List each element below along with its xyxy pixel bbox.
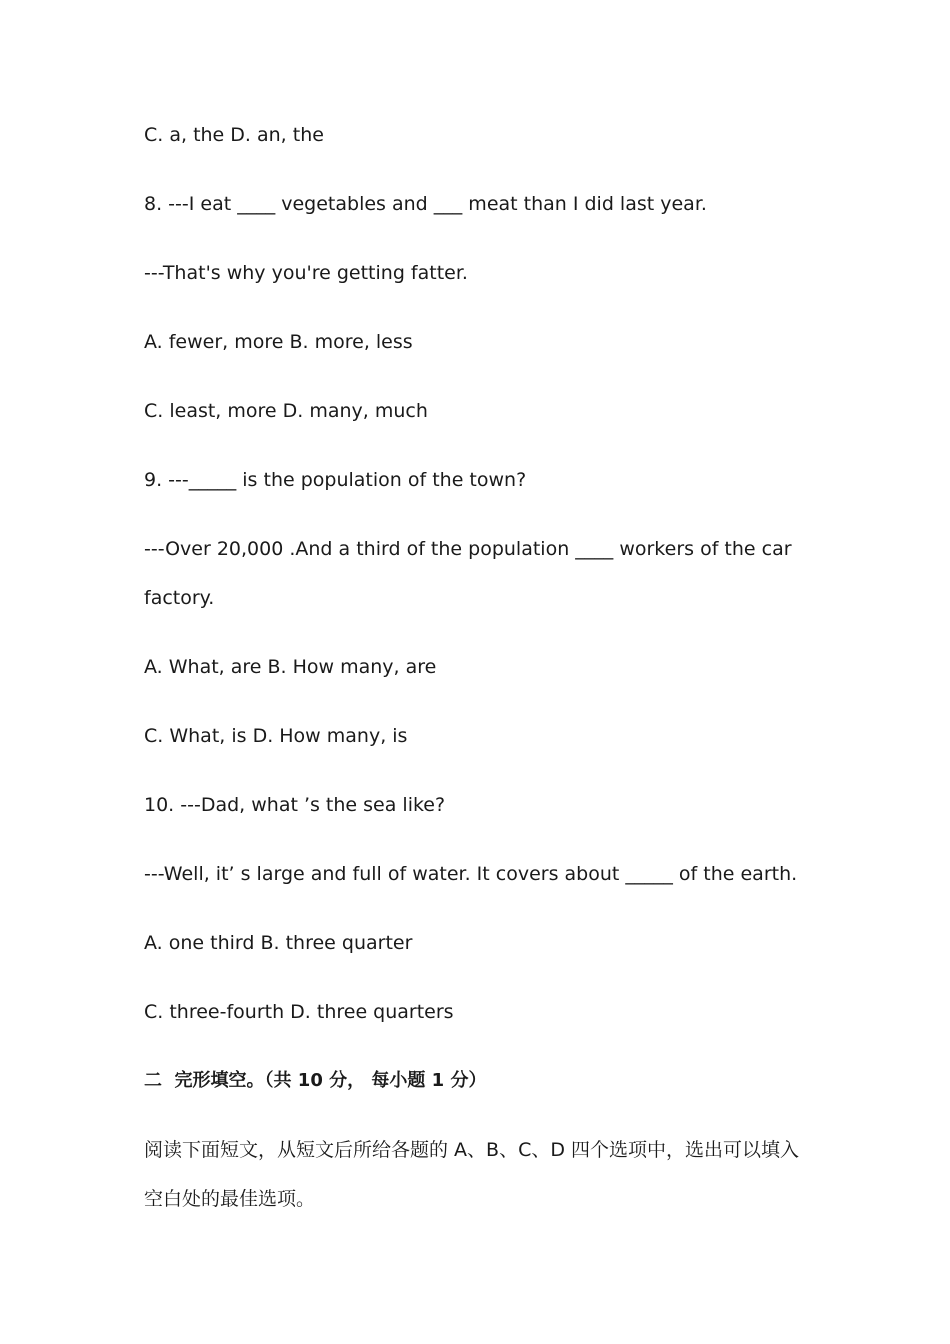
option-line-q8-cd: C. least, more D. many, much: [144, 400, 428, 422]
instruction-line-2: 空白处的最佳选项。: [144, 1188, 316, 1210]
question-10-text: 10. ---Dad, what ’s the sea like?: [144, 794, 446, 816]
question-9-text: 9. ---_____ is the population of the town?: [144, 469, 527, 491]
question-9-reply: ---Over 20,000 .And a third of the population ____ workers of the car: [144, 538, 792, 560]
option-line-q8-ab: A. fewer, more B. more, less: [144, 331, 413, 353]
option-line-q7-cd: C. a, the D. an, the: [144, 124, 324, 146]
question-8-text: 8. ---I eat ____ vegetables and ___ meat than I did last year.: [144, 193, 707, 215]
option-line-q10-ab: A. one third B. three quarter: [144, 932, 413, 954]
section-heading: 二 完形填空。（共 10 分， 每小题 1 分）: [144, 1070, 487, 1091]
option-line-q9-ab: A. What, are B. How many, are: [144, 656, 437, 678]
question-9-reply-continued: factory.: [144, 587, 215, 609]
option-line-q9-cd: C. What, is D. How many, is: [144, 725, 408, 747]
instruction-line-1: 阅读下面短文，从短文后所给各题的 A、B、C、D 四个选项中，选出可以填入: [144, 1139, 800, 1161]
question-8-reply: ---That's why you're getting fatter.: [144, 262, 468, 284]
option-line-q10-cd: C. three-fourth D. three quarters: [144, 1001, 454, 1023]
question-10-reply: ---Well, it’ s large and full of water. It covers about _____ of the earth.: [144, 863, 798, 885]
